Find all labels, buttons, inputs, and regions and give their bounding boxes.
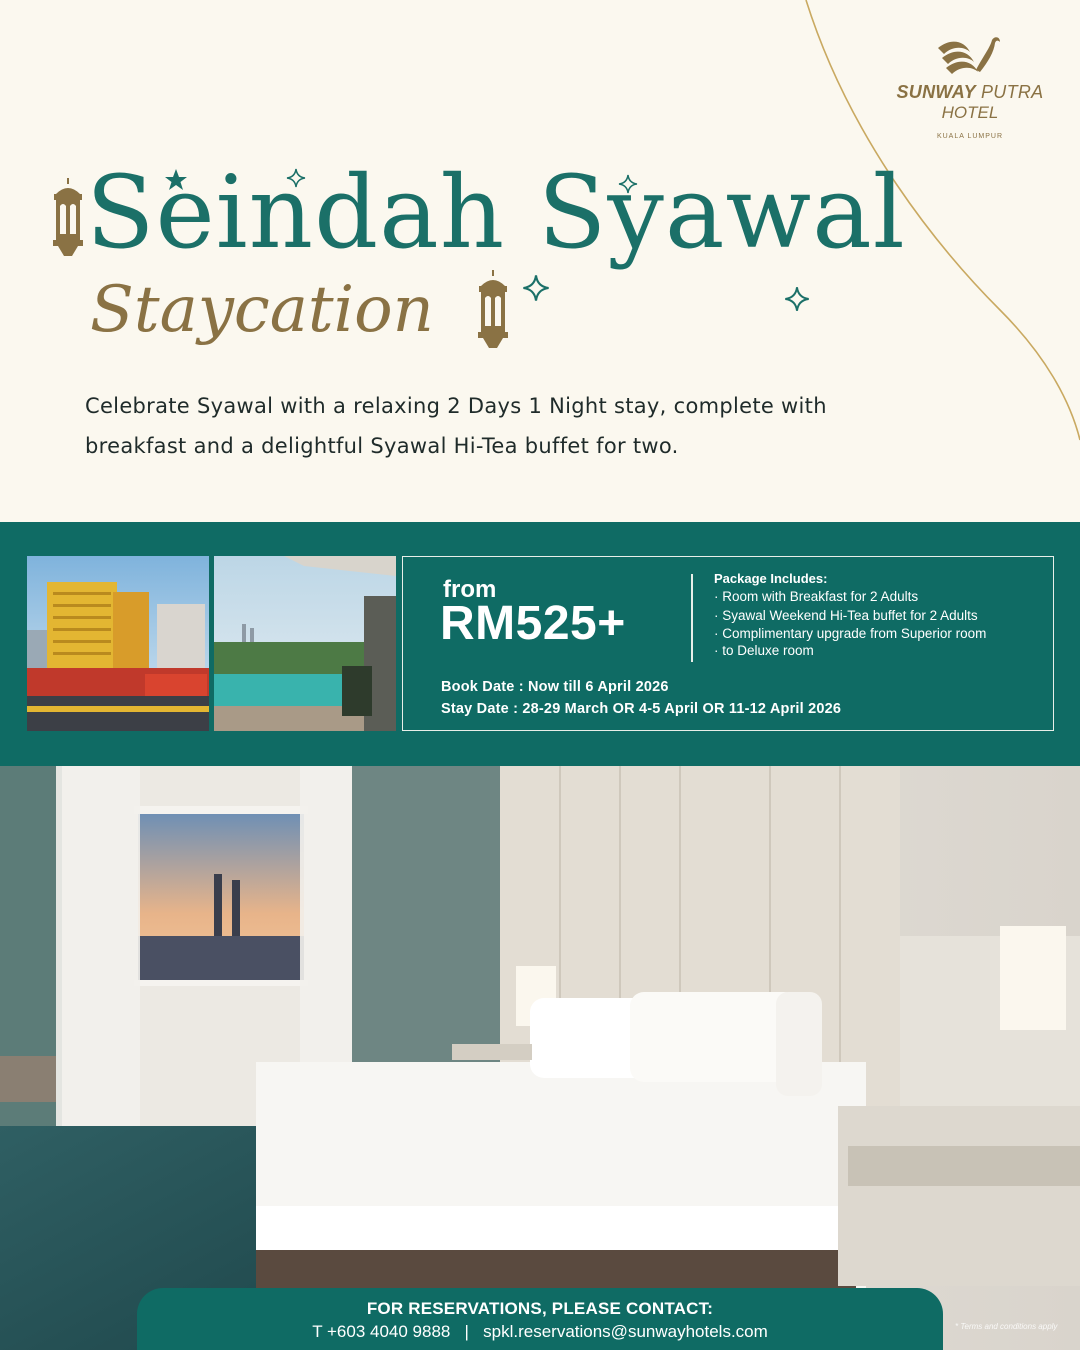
- logo-wordmark: SUNWAY PUTRA: [896, 82, 1044, 102]
- lantern-icon: [50, 178, 86, 258]
- contact-details: T +603 4040 9888 | spkl.reservations@sunwayhotels.com: [312, 1322, 768, 1341]
- intro-text: Celebrate Syawal with a relaxing 2 Days 1 Night stay, complete with breakfast and a delightful Syawal Hi-Tea buffet for two.: [85, 394, 827, 458]
- price-from-label: from: [443, 576, 497, 603]
- package-item: · Syawal Weekend Hi-Tea buffet for 2 Adults: [714, 608, 978, 623]
- sparkle-icon: [522, 274, 550, 302]
- header-section: [0, 0, 1080, 522]
- book-date: Book Date : Now till 6 April 2026: [441, 679, 669, 695]
- package-item: · Complimentary upgrade from Superior room: [714, 626, 987, 641]
- terms-note: * Terms and conditions apply: [955, 1322, 1058, 1331]
- hotel-exterior-photo: [27, 556, 209, 731]
- page-title: Seindah Syawal: [86, 154, 906, 271]
- offer-dates: [441, 676, 841, 720]
- lantern-icon: [474, 270, 512, 350]
- hotel-logo: [880, 34, 1060, 140]
- reservation-contact-bar: [137, 1288, 943, 1350]
- page-subtitle: Staycation: [90, 273, 434, 347]
- package-item: · Room with Breakfast for 2 Adults: [714, 589, 919, 604]
- price-value: RM525+: [440, 597, 626, 650]
- package-title: Package Includes:: [714, 571, 828, 586]
- package-list: [714, 570, 1044, 659]
- sparkle-icon: [784, 286, 810, 312]
- pool-photo: [214, 556, 396, 731]
- room-photo: [0, 766, 1080, 1350]
- offer-divider: [691, 574, 693, 662]
- package-item: · to Deluxe room: [714, 643, 814, 658]
- stay-date: Stay Date : 28-29 March OR 4-5 April OR 11-12 April 2026: [441, 701, 842, 717]
- logo-location: KUALA LUMPUR: [936, 133, 1004, 140]
- logo-wordmark-line2: HOTEL: [941, 103, 999, 122]
- swan-logo-icon: [934, 34, 1006, 76]
- contact-heading: FOR RESERVATIONS, PLEASE CONTACT:: [366, 1299, 714, 1318]
